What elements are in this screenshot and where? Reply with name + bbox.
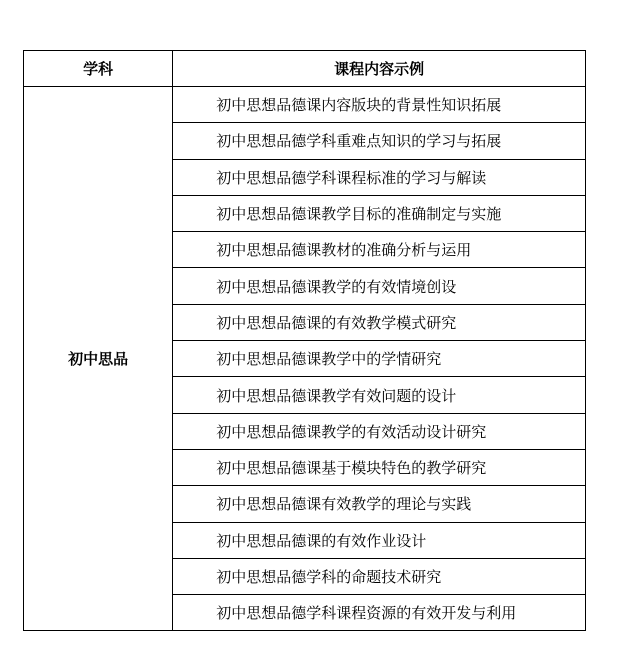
table-row	[24, 87, 586, 123]
header-content: 课程内容示例	[173, 51, 586, 87]
course-cell: 初中思想品德课内容版块的背景性知识拓展	[173, 87, 586, 123]
course-cell: 初中思想品德课的有效教学模式研究	[173, 304, 586, 340]
course-cell: 初中思想品德课教学目标的准确制定与实施	[173, 195, 586, 231]
course-table	[23, 50, 586, 631]
course-cell: 初中思想品德学科的命题技术研究	[173, 558, 586, 594]
course-cell: 初中思想品德课的有效作业设计	[173, 522, 586, 558]
course-cell: 初中思想品德课有效教学的理论与实践	[173, 486, 586, 522]
course-cell: 初中思想品德课教学的有效情境创设	[173, 268, 586, 304]
course-cell: 初中思想品德课教学的有效活动设计研究	[173, 413, 586, 449]
header-row	[24, 51, 586, 87]
table-body	[24, 87, 586, 631]
course-cell: 初中思想品德课教学有效问题的设计	[173, 377, 586, 413]
course-cell: 初中思想品德课教材的准确分析与运用	[173, 232, 586, 268]
subject-cell: 初中思品	[24, 87, 173, 631]
course-cell: 初中思想品德学科课程标准的学习与解读	[173, 159, 586, 195]
course-cell: 初中思想品德课基于模块特色的教学研究	[173, 449, 586, 485]
course-cell: 初中思想品德学科课程资源的有效开发与利用	[173, 595, 586, 631]
course-cell: 初中思想品德课教学中的学情研究	[173, 341, 586, 377]
header-subject: 学科	[24, 51, 173, 87]
table-header	[24, 51, 586, 87]
course-cell: 初中思想品德学科重难点知识的学习与拓展	[173, 123, 586, 159]
